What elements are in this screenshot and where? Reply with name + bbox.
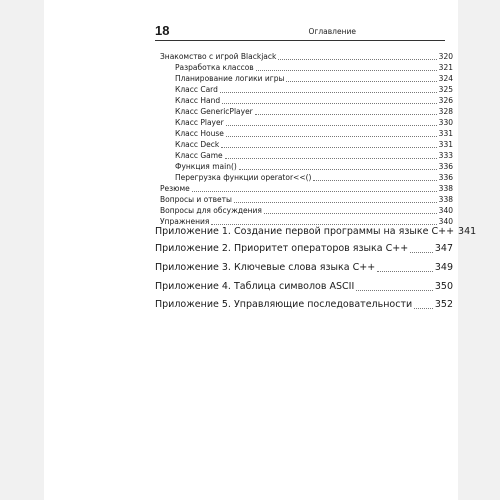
toc-entry-title: Класс Game: [175, 151, 223, 160]
appendix-page: 350: [434, 281, 453, 292]
toc-entry-page: 324: [438, 74, 453, 83]
toc-entry-page: 320: [438, 52, 453, 61]
leader-dots: [226, 124, 437, 126]
toc-entry-page: 331: [438, 129, 453, 138]
toc-entry: [160, 52, 453, 62]
toc-entry: [175, 63, 453, 73]
leader-dots: [192, 190, 437, 192]
toc-entry-page: 331: [438, 140, 453, 149]
toc-entry: [175, 74, 453, 84]
leader-dots: [225, 157, 437, 159]
toc-entry: [175, 96, 453, 106]
leader-dots: [239, 168, 437, 170]
appendix-title: Приложение 5. Управляющие последовательности: [155, 299, 413, 310]
toc-entry-title: Планирование логики игры: [175, 74, 285, 83]
toc-entry-title: Вопросы для обсуждения: [160, 206, 262, 215]
toc-entry-title: Резюме: [160, 184, 190, 193]
toc-entry-page: 336: [438, 162, 453, 171]
leader-dots: [255, 113, 437, 115]
leader-dots: [256, 69, 437, 71]
page-number: 18: [155, 23, 170, 38]
leader-dots: [222, 102, 437, 104]
leader-dots: [264, 212, 437, 214]
appendix-page: 349: [434, 262, 453, 273]
appendix-page: 347: [434, 243, 453, 254]
toc-entry-page: 340: [438, 217, 453, 226]
appendix-entry: [155, 299, 453, 311]
appendix-entry: [155, 262, 453, 274]
leader-dots: [410, 251, 433, 253]
toc-entry-title: Класс Card: [175, 85, 218, 94]
leader-dots: [313, 179, 436, 181]
toc-entry-page: 328: [438, 107, 453, 116]
toc-entry-title: Вопросы и ответы: [160, 195, 232, 204]
toc-entry-page: 330: [438, 118, 453, 127]
toc-entry: [175, 140, 453, 150]
header-rule: [155, 40, 445, 41]
toc-entry: [175, 162, 453, 172]
toc-entry-page: 338: [438, 184, 453, 193]
toc-entry: [175, 151, 453, 161]
book-page: [44, 0, 477, 500]
toc-entry: [160, 195, 453, 205]
leader-dots: [377, 270, 433, 272]
toc-entry-page: 326: [438, 96, 453, 105]
toc-entry-page: 340: [438, 206, 453, 215]
toc-entry-title: Класс Hand: [175, 96, 221, 105]
leader-dots: [356, 289, 433, 291]
leader-dots: [211, 223, 436, 225]
toc-entry-title: Класс GenericPlayer: [175, 107, 253, 116]
appendix-entry: [155, 243, 453, 255]
toc-entry-title: Функция main(): [175, 162, 237, 171]
appendix-title: Приложение 3. Ключевые слова языка С++: [155, 262, 376, 273]
leader-dots: [286, 80, 436, 82]
appendix-page: 352: [434, 299, 453, 310]
leader-dots: [278, 58, 436, 60]
toc-entry: [160, 184, 453, 194]
toc-entry-page: 325: [438, 85, 453, 94]
appendix-title: Приложение 4. Таблица символов ASCII: [155, 281, 355, 292]
running-header: Оглавление: [308, 27, 356, 36]
leader-dots: [220, 91, 437, 93]
toc-entry-title: Класс Deck: [175, 140, 220, 149]
toc-entry: [175, 85, 453, 95]
toc-entry: [175, 107, 453, 117]
toc-entry-title: Перегрузка функции operator<<(): [175, 173, 312, 182]
toc-entry-page: 321: [438, 63, 453, 72]
toc-entry: [175, 118, 453, 128]
toc-entry: [160, 206, 453, 216]
appendix-entry: [155, 226, 477, 238]
leader-dots: [226, 135, 437, 137]
toc-entry-title: Класс House: [175, 129, 224, 138]
leader-dots: [234, 201, 437, 203]
leader-dots: [221, 146, 436, 148]
toc-entry: [175, 129, 453, 139]
appendix-entry: [155, 281, 453, 293]
toc-entry-page: 336: [438, 173, 453, 182]
appendix-title: Приложение 2. Приоритет операторов языка С++: [155, 243, 409, 254]
toc-entry-title: Разработка классов: [175, 63, 254, 72]
toc-entry-title: Упражнения: [160, 217, 210, 226]
toc-entry-page: 338: [438, 195, 453, 204]
toc-entry-title: Класс Player: [175, 118, 224, 127]
toc-entry-title: Знакомство с игрой Blackjack: [160, 52, 277, 61]
appendix-page: 341: [458, 226, 477, 237]
leader-dots: [414, 307, 433, 309]
toc-entry: [175, 173, 453, 183]
toc-entry-page: 333: [438, 151, 453, 160]
appendix-title: Приложение 1. Создание первой программы на языке С++: [155, 226, 455, 237]
